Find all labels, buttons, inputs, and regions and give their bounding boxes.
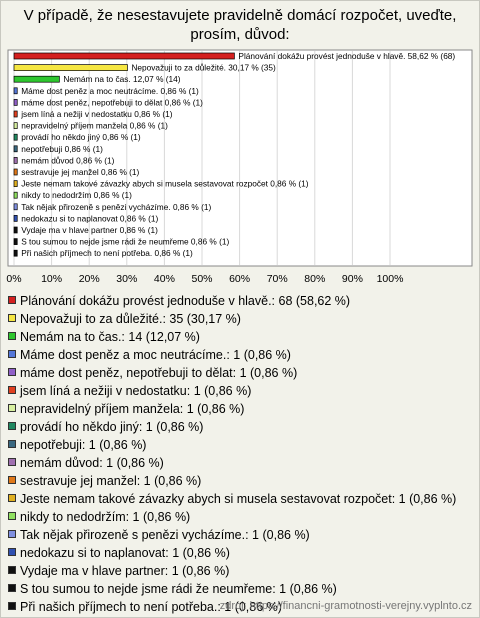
bar-label: Vydaje ma v hlave partner 0,86 % (1) bbox=[21, 225, 158, 235]
legend-label: nemám důvod: 1 (0,86 %) bbox=[20, 456, 164, 470]
legend-swatch bbox=[8, 332, 16, 340]
legend-swatch bbox=[8, 314, 16, 322]
bar bbox=[14, 239, 17, 245]
bar-label: sestravuje jej manžel 0,86 % (1) bbox=[21, 167, 140, 177]
bar bbox=[14, 65, 127, 71]
bar-label: nepravidelný příjem manžela 0,86 % (1) bbox=[21, 120, 168, 131]
legend-swatch bbox=[8, 584, 16, 592]
x-tick-label: 10% bbox=[41, 273, 63, 285]
legend-swatch bbox=[8, 494, 16, 502]
bar bbox=[14, 169, 17, 175]
x-tick-label: 90% bbox=[341, 273, 363, 285]
legend-item bbox=[8, 580, 474, 598]
bar bbox=[14, 76, 59, 82]
legend-item bbox=[8, 526, 474, 544]
bar bbox=[14, 99, 17, 105]
bar-label: Při našich příjmech to není potřeba. 0,86 % (1) bbox=[21, 248, 193, 259]
bar bbox=[14, 146, 17, 152]
legend-swatch bbox=[8, 422, 16, 430]
legend-label: Nemám na to čas.: 14 (12,07 %) bbox=[20, 330, 200, 344]
bar-label: Máme dost peněz a moc neutrácíme. 0,86 % (1) bbox=[21, 85, 199, 96]
bar-label: Plánování dokážu provést jednoduše v hlavě. 58,62 % (68) bbox=[238, 51, 456, 61]
legend-item bbox=[8, 544, 474, 562]
legend-swatch bbox=[8, 602, 16, 610]
bar bbox=[14, 181, 17, 187]
legend-item bbox=[8, 562, 474, 580]
chart-title: V případě, že nesestavujete pravidelně domácí rozpočet, uveďte, prosím, důvod: bbox=[23, 7, 457, 43]
bar bbox=[14, 88, 17, 94]
legend-label: sestravuje jej manžel: 1 (0,86 %) bbox=[20, 474, 202, 488]
x-tick-label: 80% bbox=[304, 273, 326, 285]
bar bbox=[14, 192, 17, 198]
legend-item bbox=[8, 310, 474, 328]
legend-swatch bbox=[8, 368, 16, 376]
legend-label: Jeste nemam takové závazky abych si musela sestavovat rozpočet: 1 (0,86 %) bbox=[20, 492, 457, 506]
legend-item bbox=[8, 508, 474, 526]
legend-swatch bbox=[8, 386, 16, 394]
legend-label: jsem líná a nežiji v nedostatku: 1 (0,86 %) bbox=[20, 384, 252, 398]
bar-label: nikdy to nedodržím 0,86 % (1) bbox=[21, 190, 132, 201]
bar-label: Tak nějak přirozeně s penězi vycházíme. 0,86 % (1) bbox=[21, 201, 212, 212]
source-note: zdroj: https://financni-gramotnosti-verejny.vyplnto.cz bbox=[219, 600, 472, 612]
legend-label: nepotřebuji: 1 (0,86 %) bbox=[20, 438, 147, 452]
bar bbox=[14, 227, 17, 233]
legend-item bbox=[8, 382, 474, 400]
legend-swatch bbox=[8, 296, 16, 304]
bar bbox=[14, 250, 17, 256]
legend-label: Tak nějak přirozeně s penězi vycházíme.: 1 (0,86 %) bbox=[20, 528, 310, 542]
bar bbox=[14, 123, 17, 129]
legend-item bbox=[8, 364, 474, 382]
legend-label: nepravidelný příjem manžela: 1 (0,86 %) bbox=[20, 402, 245, 416]
bar-label: jsem líná a nežiji v nedostatku 0,86 % (1) bbox=[21, 109, 173, 119]
legend-item bbox=[8, 472, 474, 490]
legend-swatch bbox=[8, 512, 16, 520]
legend-item bbox=[8, 328, 474, 346]
legend-label: provádí ho někdo jiný: 1 (0,86 %) bbox=[20, 420, 204, 434]
legend-label: nedokazu si to naplanovat: 1 (0,86 %) bbox=[20, 546, 230, 560]
legend-label: Máme dost peněz a moc neutrácíme.: 1 (0,86 %) bbox=[20, 348, 291, 362]
bar bbox=[14, 134, 17, 140]
x-tick-label: 40% bbox=[153, 273, 175, 285]
legend-label: nikdy to nedodržím: 1 (0,86 %) bbox=[20, 510, 191, 524]
legend-swatch bbox=[8, 566, 16, 574]
legend-swatch bbox=[8, 476, 16, 484]
x-tick-label: 70% bbox=[266, 273, 288, 285]
legend-item bbox=[8, 454, 474, 472]
legend-swatch bbox=[8, 350, 16, 358]
x-tick-label: 60% bbox=[229, 273, 251, 285]
bar-label: S tou sumou to nejde jsme rádi že neumřeme 0,86 % (1) bbox=[21, 236, 230, 247]
legend-label: Vydaje ma v hlave partner: 1 (0,86 %) bbox=[20, 564, 230, 578]
bar-label: nepotřebuji 0,86 % (1) bbox=[21, 143, 103, 154]
bar-label: provádí ho někdo jiný 0,86 % (1) bbox=[21, 132, 141, 143]
legend-swatch bbox=[8, 548, 16, 556]
legend-label: máme dost peněz, nepotřebuji to dělat: 1 (0,86 %) bbox=[20, 366, 298, 380]
bar-label: Jeste nemam takové závazky abych si musela sestavovat rozpočet 0,86 % (1) bbox=[21, 178, 309, 189]
legend-swatch bbox=[8, 404, 16, 412]
bar bbox=[14, 53, 234, 59]
bar bbox=[14, 215, 17, 221]
legend-item bbox=[8, 292, 474, 310]
bar-label: nedokazu si to naplanovat 0,86 % (1) bbox=[21, 213, 159, 224]
bar-label: Nepovažuji to za důležité. 30,17 % (35) bbox=[131, 62, 276, 73]
legend-item bbox=[8, 346, 474, 364]
x-tick-label: 20% bbox=[78, 273, 100, 285]
x-tick-label: 100% bbox=[376, 273, 404, 285]
legend-label: Nepovažuji to za důležité.: 35 (30,17 %) bbox=[20, 312, 241, 326]
legend bbox=[8, 292, 474, 616]
bar bbox=[14, 157, 17, 163]
legend-swatch bbox=[8, 440, 16, 448]
legend-item bbox=[8, 418, 474, 436]
legend-item bbox=[8, 490, 474, 508]
legend-item bbox=[8, 400, 474, 418]
bar-label: Nemám na to čas. 12,07 % (14) bbox=[63, 74, 181, 85]
x-tick-label: 0% bbox=[6, 273, 22, 285]
legend-label: S tou sumou to nejde jsme rádi že neumřeme: 1 (0,86 %) bbox=[20, 582, 337, 596]
legend-label: Při našich příjmech to není potřeba.: 1 (0,86 %) bbox=[20, 600, 282, 614]
x-tick-label: 50% bbox=[191, 273, 213, 285]
bar bbox=[14, 111, 17, 117]
bar-label: máme dost peněz, nepotřebuji to dělat 0,86 % (1) bbox=[21, 97, 203, 108]
legend-swatch bbox=[8, 458, 16, 466]
legend-item bbox=[8, 436, 474, 454]
bar-chart bbox=[0, 0, 480, 290]
bar bbox=[14, 204, 17, 210]
x-tick-label: 30% bbox=[116, 273, 138, 285]
legend-swatch bbox=[8, 530, 16, 538]
bar-label: nemám důvod 0,86 % (1) bbox=[21, 155, 115, 166]
legend-label: Plánování dokážu provést jednoduše v hlavě.: 68 (58,62 %) bbox=[20, 294, 351, 308]
